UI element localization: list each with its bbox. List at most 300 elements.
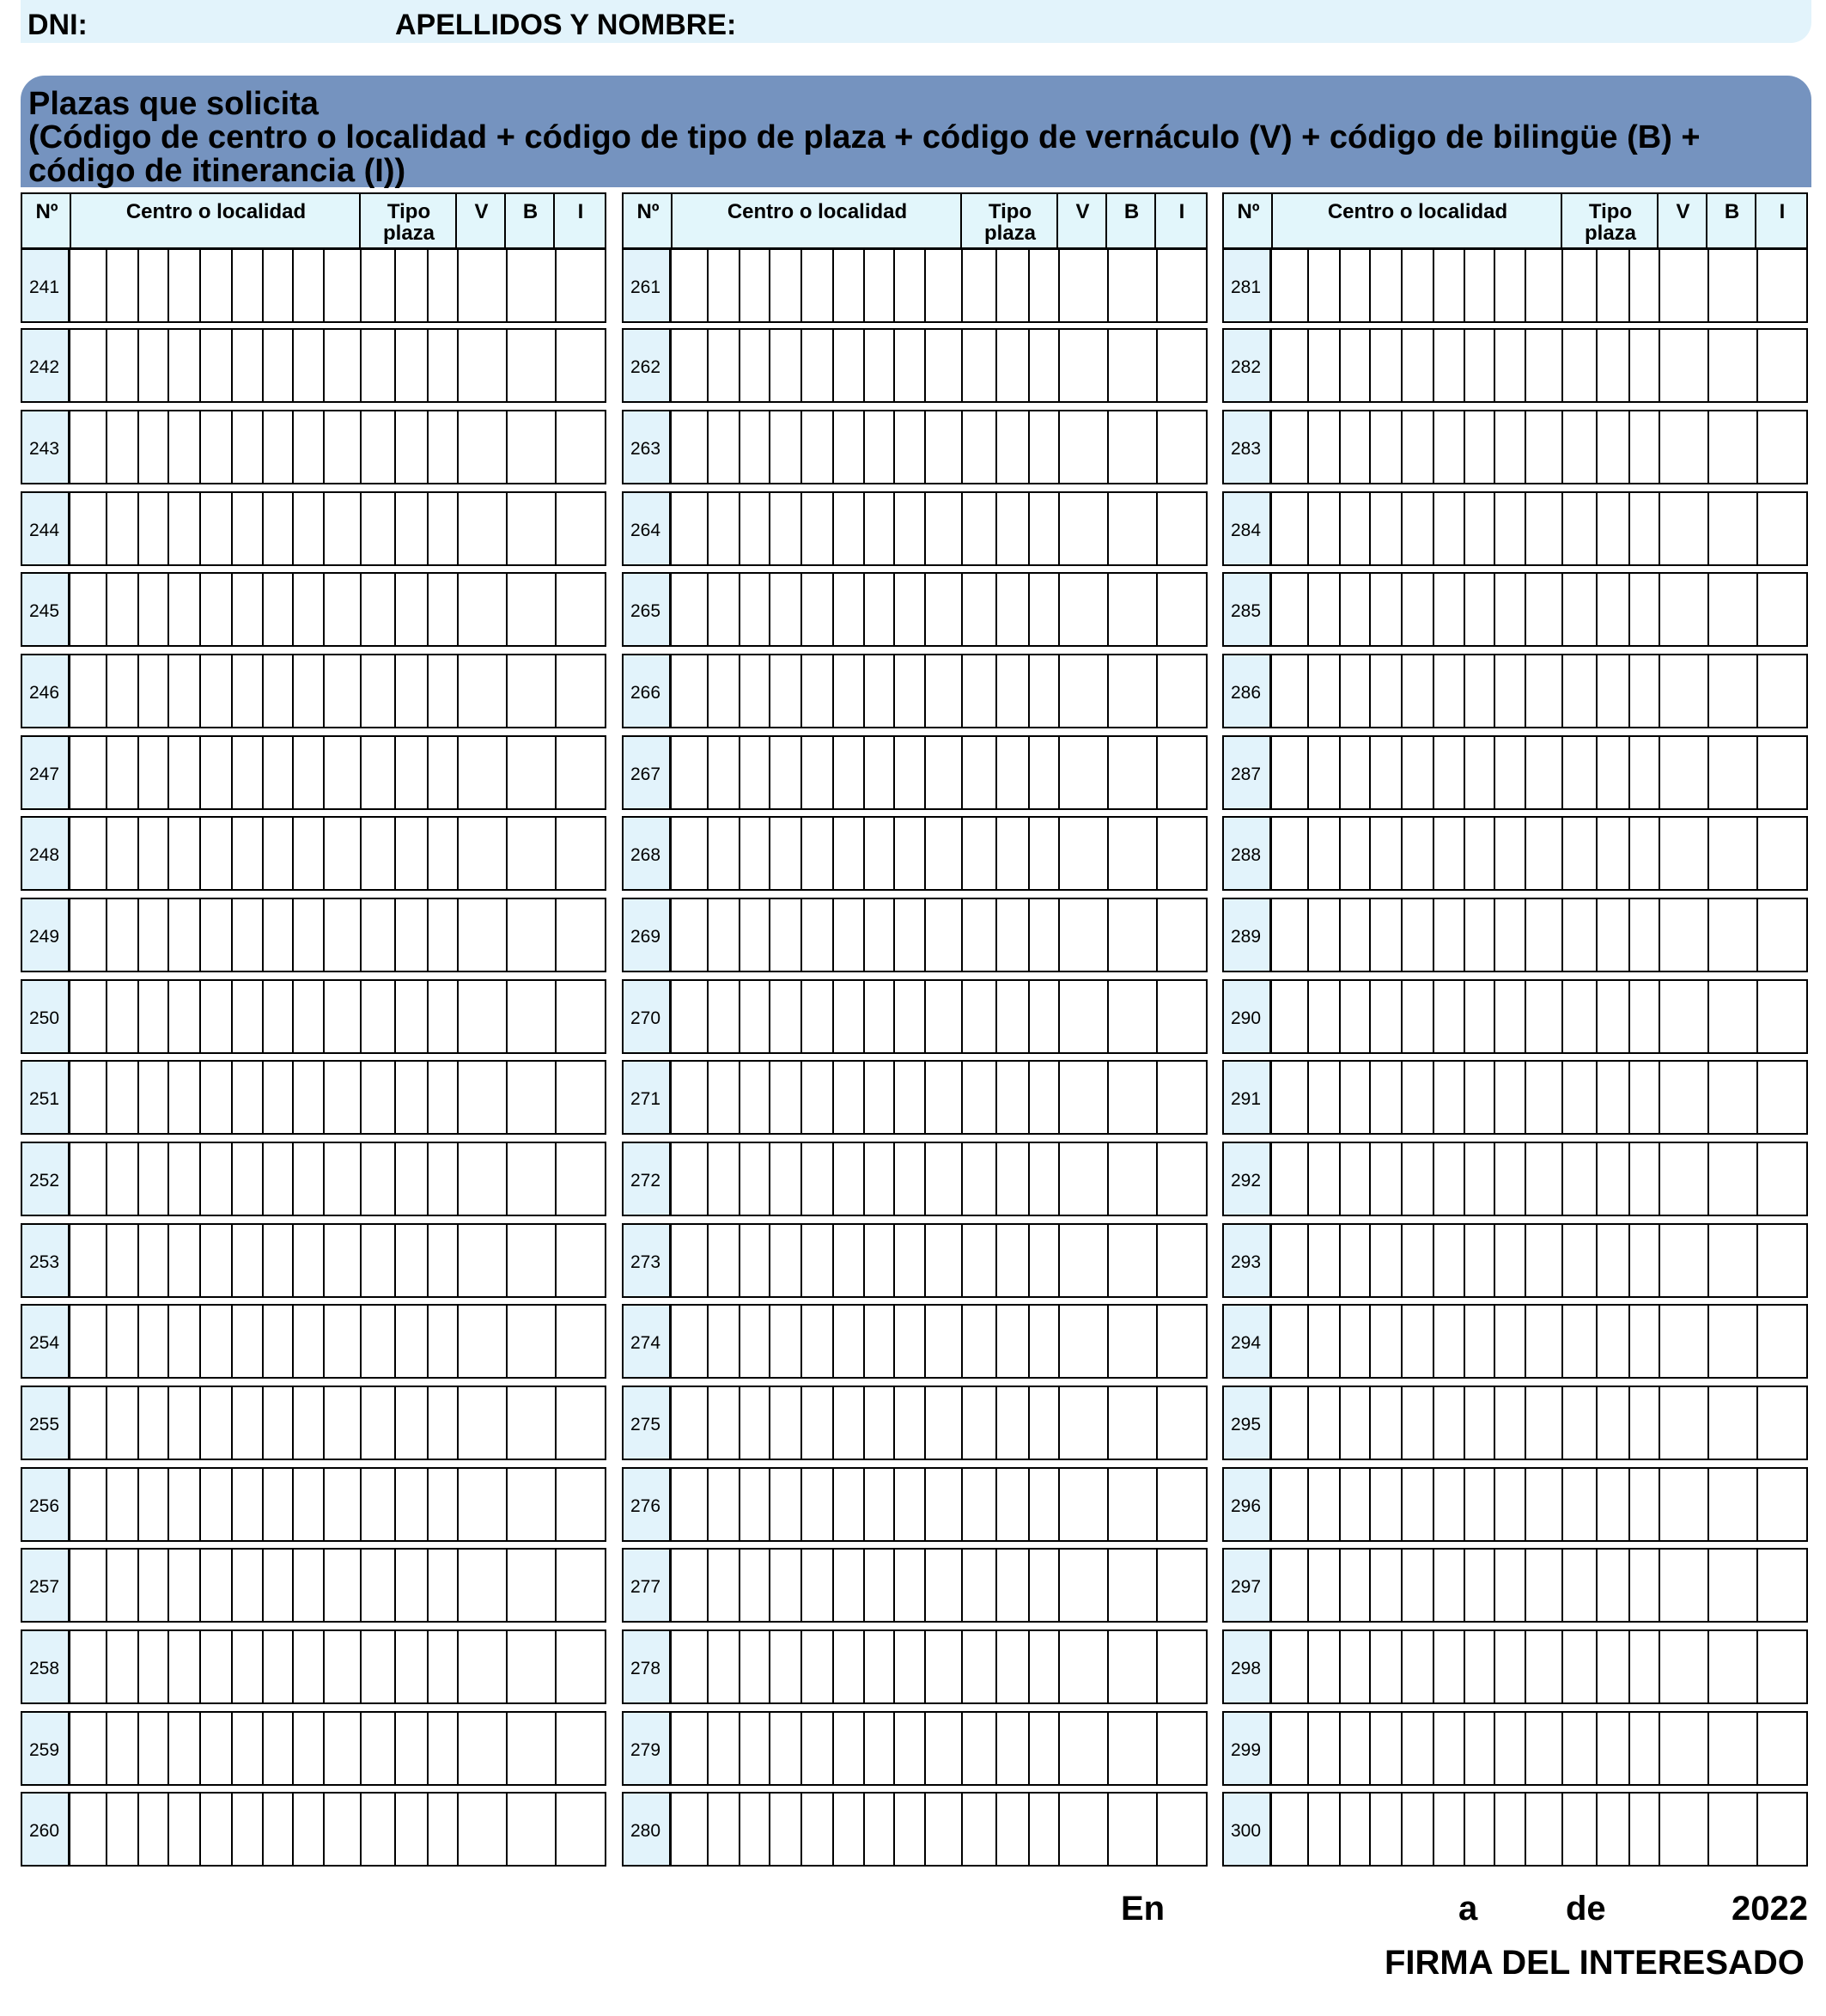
row-number: 255 (21, 1386, 70, 1460)
box-divider (231, 818, 233, 889)
box-divider (1494, 655, 1495, 727)
row-number: 263 (622, 410, 671, 484)
box-divider (707, 655, 709, 727)
row-number: 270 (622, 979, 671, 1054)
table-row (21, 248, 606, 323)
box-divider (769, 737, 770, 808)
box-divider (323, 655, 325, 727)
box-divider (1707, 818, 1709, 889)
box-divider (707, 574, 709, 645)
box-divider (394, 1387, 396, 1459)
table-row (21, 654, 606, 728)
box-divider (863, 411, 865, 483)
table-row (622, 1629, 1208, 1704)
box-divider (961, 1143, 963, 1215)
code-entry-boxes[interactable] (1270, 491, 1808, 566)
box-divider (1433, 1225, 1434, 1296)
box-divider (1107, 1631, 1109, 1702)
table-row (1222, 1223, 1808, 1298)
code-entry-boxes[interactable] (670, 1223, 1208, 1298)
box-divider (769, 1143, 770, 1215)
box-divider (1028, 1062, 1030, 1133)
box-divider (1307, 818, 1309, 889)
box-divider (1756, 250, 1758, 321)
col-i-header: I (1779, 200, 1786, 223)
code-entry-boxes[interactable] (69, 1304, 606, 1379)
box-divider (739, 1550, 740, 1621)
box-divider (137, 411, 139, 483)
box-divider (292, 818, 294, 889)
box-divider (995, 1794, 997, 1865)
box-divider (292, 899, 294, 971)
box-divider (1707, 250, 1709, 321)
box-divider (427, 1387, 429, 1459)
row-number: 292 (1222, 1142, 1271, 1216)
box-divider (199, 655, 201, 727)
box-divider (1107, 1794, 1109, 1865)
col-tipo-label-line-1: Tipo (988, 200, 1032, 223)
box-divider (1156, 1062, 1158, 1133)
code-entry-boxes[interactable] (670, 1792, 1208, 1867)
code-entry-boxes[interactable] (1270, 328, 1808, 403)
row-number: 293 (1222, 1223, 1271, 1298)
box-divider (167, 1713, 169, 1784)
box-divider (893, 1631, 895, 1702)
table-row (622, 1548, 1208, 1623)
box-divider (199, 818, 201, 889)
box-divider (1494, 1713, 1495, 1784)
table-row (1222, 735, 1808, 810)
box-divider (1628, 899, 1630, 971)
code-entry-boxes[interactable] (670, 572, 1208, 647)
box-divider (106, 655, 107, 727)
box-divider (167, 899, 169, 971)
box-divider (1756, 1469, 1758, 1540)
row-number: 285 (1222, 572, 1271, 647)
box-divider (1596, 1631, 1598, 1702)
table-row (622, 1792, 1208, 1867)
code-entry-boxes[interactable] (670, 1467, 1208, 1542)
box-divider (769, 574, 770, 645)
box-divider (1028, 1713, 1030, 1784)
box-divider (893, 1143, 895, 1215)
box-divider (1756, 1143, 1758, 1215)
code-entry-boxes[interactable] (1270, 654, 1808, 728)
box-divider (1756, 1794, 1758, 1865)
box-divider (1464, 1713, 1465, 1784)
box-divider (231, 899, 233, 971)
code-entry-boxes[interactable] (670, 1386, 1208, 1460)
box-divider (769, 1794, 770, 1865)
box-divider (1659, 1143, 1660, 1215)
box-divider (739, 330, 740, 401)
box-divider (106, 737, 107, 808)
code-entry-boxes[interactable] (670, 735, 1208, 810)
box-divider (832, 1062, 834, 1133)
code-entry-boxes[interactable] (670, 248, 1208, 323)
table-block (622, 192, 1208, 1872)
box-divider (800, 411, 802, 483)
row-number: 275 (622, 1386, 671, 1460)
box-divider (106, 1225, 107, 1296)
box-divider (769, 1306, 770, 1377)
table-block (1222, 192, 1808, 1872)
code-entry-boxes[interactable] (670, 1304, 1208, 1379)
code-entry-boxes[interactable] (1270, 1792, 1808, 1867)
box-divider (863, 1062, 865, 1133)
box-divider (1156, 655, 1158, 727)
box-divider (924, 493, 926, 564)
box-divider (1756, 1387, 1758, 1459)
box-divider (1307, 1713, 1309, 1784)
box-divider (167, 1631, 169, 1702)
box-divider (1561, 330, 1563, 401)
box-divider (506, 1306, 508, 1377)
box-divider (555, 1550, 557, 1621)
box-divider (323, 818, 325, 889)
box-divider (506, 981, 508, 1052)
box-divider (106, 411, 107, 483)
box-divider (292, 250, 294, 321)
row-number: 274 (622, 1304, 671, 1379)
code-entry-boxes[interactable] (1270, 1548, 1808, 1623)
code-entry-boxes[interactable] (69, 1792, 606, 1867)
box-divider (262, 1306, 264, 1377)
code-entry-boxes[interactable] (1270, 1711, 1808, 1786)
code-entry-boxes[interactable] (1270, 1223, 1808, 1298)
box-divider (555, 1387, 557, 1459)
box-divider (457, 411, 459, 483)
box-divider (1756, 655, 1758, 727)
box-divider (1401, 1306, 1403, 1377)
box-divider (1307, 1794, 1309, 1865)
code-entry-boxes[interactable] (69, 816, 606, 891)
box-divider (1596, 1794, 1598, 1865)
box-divider (832, 1225, 834, 1296)
header-separator (1657, 194, 1659, 247)
code-entry-boxes[interactable] (1270, 898, 1808, 972)
box-divider (457, 574, 459, 645)
box-divider (800, 1062, 802, 1133)
code-entry-boxes[interactable] (69, 1629, 606, 1704)
box-divider (1307, 411, 1309, 483)
box-divider (292, 655, 294, 727)
box-divider (427, 574, 429, 645)
box-divider (1525, 330, 1526, 401)
code-entry-boxes[interactable] (670, 1142, 1208, 1216)
box-divider (1707, 655, 1709, 727)
box-divider (1464, 493, 1465, 564)
box-divider (1339, 330, 1341, 401)
box-divider (137, 1143, 139, 1215)
col-tipo-label-line-2: plaza (983, 222, 1037, 245)
box-divider (360, 574, 362, 645)
box-divider (199, 981, 201, 1052)
code-entry-boxes[interactable] (670, 410, 1208, 484)
row-number: 243 (21, 410, 70, 484)
code-entry-boxes[interactable] (670, 1548, 1208, 1623)
box-divider (739, 899, 740, 971)
code-entry-boxes[interactable] (1270, 572, 1808, 647)
box-divider (1464, 1794, 1465, 1865)
box-divider (739, 1225, 740, 1296)
code-entry-boxes[interactable] (1270, 735, 1808, 810)
code-entry-boxes[interactable] (69, 491, 606, 566)
box-divider (323, 1794, 325, 1865)
row-number: 260 (21, 1792, 70, 1867)
box-divider (1596, 737, 1598, 808)
box-divider (924, 1631, 926, 1702)
box-divider (323, 981, 325, 1052)
box-divider (1028, 574, 1030, 645)
box-divider (1464, 250, 1465, 321)
box-divider (1339, 1713, 1341, 1784)
box-divider (1058, 1469, 1060, 1540)
table-header (622, 192, 1208, 249)
code-entry-boxes[interactable] (69, 979, 606, 1054)
box-divider (457, 1469, 459, 1540)
box-divider (427, 411, 429, 483)
box-divider (995, 818, 997, 889)
box-divider (1756, 1225, 1758, 1296)
box-divider (1756, 899, 1758, 971)
table-row (1222, 572, 1808, 647)
code-entry-boxes[interactable] (1270, 979, 1808, 1054)
code-entry-boxes[interactable] (670, 1711, 1208, 1786)
code-entry-boxes[interactable] (670, 816, 1208, 891)
code-entry-boxes[interactable] (69, 654, 606, 728)
box-divider (394, 574, 396, 645)
box-divider (707, 818, 709, 889)
box-divider (1596, 818, 1598, 889)
box-divider (1494, 1469, 1495, 1540)
box-divider (924, 1469, 926, 1540)
code-entry-boxes[interactable] (69, 1386, 606, 1460)
box-divider (262, 250, 264, 321)
box-divider (506, 1387, 508, 1459)
box-divider (961, 493, 963, 564)
box-divider (1707, 411, 1709, 483)
code-entry-boxes[interactable] (69, 1548, 606, 1623)
box-divider (1707, 1387, 1709, 1459)
box-divider (231, 574, 233, 645)
code-entry-boxes[interactable] (69, 572, 606, 647)
box-divider (769, 1062, 770, 1133)
box-divider (199, 1713, 201, 1784)
box-divider (1464, 981, 1465, 1052)
code-entry-boxes[interactable] (670, 1629, 1208, 1704)
code-entry-boxes[interactable] (670, 898, 1208, 972)
box-divider (893, 1062, 895, 1133)
box-divider (506, 411, 508, 483)
box-divider (457, 899, 459, 971)
code-entry-boxes[interactable] (69, 1060, 606, 1135)
box-divider (995, 737, 997, 808)
box-divider (231, 1225, 233, 1296)
box-divider (137, 1631, 139, 1702)
code-entry-boxes[interactable] (69, 1142, 606, 1216)
box-divider (1464, 1469, 1465, 1540)
code-entry-boxes[interactable] (1270, 248, 1808, 323)
code-entry-boxes[interactable] (69, 1467, 606, 1542)
box-divider (1028, 981, 1030, 1052)
box-divider (924, 1550, 926, 1621)
box-divider (1369, 250, 1371, 321)
box-divider (106, 330, 107, 401)
box-divider (800, 737, 802, 808)
box-divider (1596, 1387, 1598, 1459)
box-divider (457, 1631, 459, 1702)
box-divider (1494, 330, 1495, 401)
box-divider (1156, 574, 1158, 645)
box-divider (199, 574, 201, 645)
col-b-header: B (522, 200, 539, 223)
box-divider (1756, 1062, 1758, 1133)
box-divider (360, 737, 362, 808)
row-number: 256 (21, 1467, 70, 1542)
box-divider (323, 411, 325, 483)
box-divider (1433, 574, 1434, 645)
table-row (1222, 1060, 1808, 1135)
box-divider (323, 1713, 325, 1784)
table-row (1222, 816, 1808, 891)
box-divider (262, 1794, 264, 1865)
box-divider (707, 1713, 709, 1784)
box-divider (961, 818, 963, 889)
box-divider (1628, 1550, 1630, 1621)
code-entry-boxes[interactable] (69, 248, 606, 323)
box-divider (231, 1713, 233, 1784)
box-divider (961, 737, 963, 808)
name-label: APELLIDOS Y NOMBRE: (395, 9, 737, 41)
box-divider (427, 818, 429, 889)
box-divider (1401, 411, 1403, 483)
box-divider (292, 1143, 294, 1215)
code-entry-boxes[interactable] (1270, 1386, 1808, 1460)
code-entry-boxes[interactable] (1270, 1629, 1808, 1704)
box-divider (292, 1631, 294, 1702)
header-separator (553, 194, 555, 247)
box-divider (427, 655, 429, 727)
box-divider (1433, 1794, 1434, 1865)
box-divider (739, 1469, 740, 1540)
code-entry-boxes[interactable] (69, 735, 606, 810)
box-divider (1596, 330, 1598, 401)
code-entry-boxes[interactable] (69, 410, 606, 484)
code-entry-boxes[interactable] (670, 328, 1208, 403)
box-divider (167, 1062, 169, 1133)
box-divider (1707, 1794, 1709, 1865)
box-divider (323, 493, 325, 564)
box-divider (1433, 1550, 1434, 1621)
box-divider (1433, 737, 1434, 808)
box-divider (231, 1387, 233, 1459)
box-divider (995, 411, 997, 483)
table-row (21, 328, 606, 403)
box-divider (394, 411, 396, 483)
box-divider (506, 737, 508, 808)
code-entry-boxes[interactable] (69, 1711, 606, 1786)
table-row (21, 1548, 606, 1623)
box-divider (924, 1143, 926, 1215)
box-divider (832, 1794, 834, 1865)
box-divider (1058, 1713, 1060, 1784)
box-divider (394, 818, 396, 889)
code-entry-boxes[interactable] (1270, 1304, 1808, 1379)
code-entry-boxes[interactable] (1270, 1060, 1808, 1135)
code-entry-boxes[interactable] (69, 1223, 606, 1298)
box-divider (1561, 574, 1563, 645)
box-divider (1401, 493, 1403, 564)
box-divider (1525, 818, 1526, 889)
code-entry-boxes[interactable] (670, 491, 1208, 566)
row-number: 242 (21, 328, 70, 403)
box-divider (769, 1387, 770, 1459)
code-entry-boxes[interactable] (1270, 1467, 1808, 1542)
code-entry-boxes[interactable] (69, 898, 606, 972)
box-divider (457, 655, 459, 727)
box-divider (1058, 737, 1060, 808)
box-divider (893, 250, 895, 321)
box-divider (427, 1631, 429, 1702)
col-tipo-label-line-2: plaza (1584, 222, 1637, 245)
col-centro-header: Centro o localidad (727, 200, 908, 223)
box-divider (1401, 981, 1403, 1052)
box-divider (1756, 330, 1758, 401)
box-divider (1659, 737, 1660, 808)
code-entry-boxes[interactable] (1270, 1142, 1808, 1216)
box-divider (961, 574, 963, 645)
code-entry-boxes[interactable] (1270, 816, 1808, 891)
row-number: 278 (622, 1629, 671, 1704)
box-divider (1433, 411, 1434, 483)
box-divider (555, 818, 557, 889)
box-divider (1058, 818, 1060, 889)
box-divider (394, 655, 396, 727)
row-number: 244 (21, 491, 70, 566)
box-divider (1525, 1794, 1526, 1865)
box-divider (995, 1225, 997, 1296)
box-divider (199, 1631, 201, 1702)
box-divider (323, 1550, 325, 1621)
col-tipo-label-line-1: Tipo (1588, 200, 1633, 223)
box-divider (457, 493, 459, 564)
code-entry-boxes[interactable] (1270, 410, 1808, 484)
box-divider (863, 250, 865, 321)
code-entry-boxes[interactable] (69, 328, 606, 403)
box-divider (360, 411, 362, 483)
code-entry-boxes[interactable] (670, 654, 1208, 728)
table-row (1222, 1304, 1808, 1379)
box-divider (1561, 411, 1563, 483)
box-divider (924, 1794, 926, 1865)
box-divider (995, 899, 997, 971)
box-divider (199, 1062, 201, 1133)
box-divider (1525, 250, 1526, 321)
code-entry-boxes[interactable] (670, 1060, 1208, 1135)
box-divider (707, 1469, 709, 1540)
box-divider (231, 737, 233, 808)
box-divider (1628, 1713, 1630, 1784)
table-header (1222, 192, 1808, 249)
code-entry-boxes[interactable] (670, 979, 1208, 1054)
box-divider (769, 981, 770, 1052)
box-divider (1028, 737, 1030, 808)
table-row (1222, 1467, 1808, 1542)
box-divider (506, 250, 508, 321)
box-divider (1464, 1062, 1465, 1133)
box-divider (427, 1062, 429, 1133)
